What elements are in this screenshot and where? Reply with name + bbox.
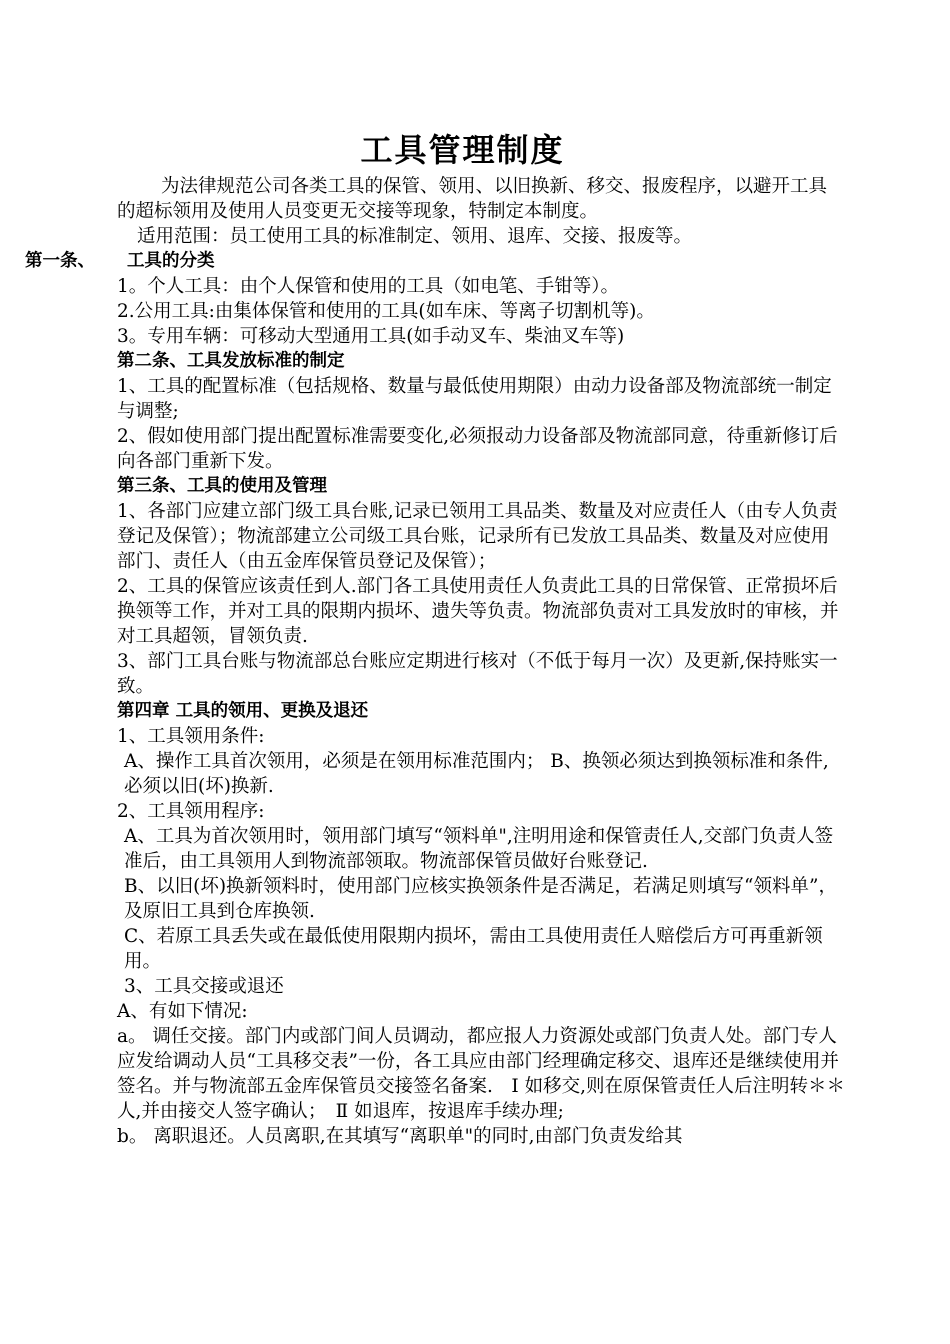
article-2-item-1: 1、工具的配置标准（包括规格、数量与最低使用期限）由动力设备部及物流部统一制定与调整;: [117, 376, 832, 422]
document-title: 工具管理制度: [360, 131, 565, 169]
chapter-4-section-2-b: B、以旧(坏)换新领料时，使用部门应核实换领条件是否满足，若满足则填写“领料单”，及原旧工具到仓库换领.: [124, 876, 837, 922]
chapter-4-heading: 第四章 工具的领用、更换及退还: [117, 701, 369, 721]
article-1-item-2: 2.公用工具:由集体保管和使用的工具(如车床、等离子切割机等)。: [117, 301, 655, 322]
chapter-4-section-3-a: A、有如下情况:: [117, 1001, 248, 1022]
chapter-4-section-3: 3、工具交接或退还: [124, 976, 284, 997]
chapter-4-section-3-a-b: b。 离职退还。人员离职,在其填写“离职单"的同时,由部门负责发给其: [117, 1126, 683, 1147]
article-3-item-1: 1、各部门应建立部门级工具台账,记录已领用工具品类、数量及对应责任人（由专人负责登记及保管）；物流部建立公司级工具台账，记录所有已发放工具品类、数量及对应使用部门、责任人（由五金库保管员登记及保管）；: [117, 501, 838, 572]
chapter-4-section-2-c: C、若原工具丢失或在最低使用限期内损坏，需由工具使用责任人赔偿后方可再重新领用。: [124, 926, 823, 972]
article-3-heading: 第三条、工具的使用及管理: [117, 476, 327, 496]
article-2-heading: 第二条、工具发放标准的制定: [117, 351, 345, 371]
article-3-item-3: 3、部门工具台账与物流部总台账应定期进行核对（不低于每月一次）及更新,保持账实一致。: [117, 651, 838, 697]
document-body: [25, 174, 845, 1149]
article-1-item-3: 3。专用车辆：可移动大型通用工具(如手动叉车、柴油叉车等): [117, 326, 625, 347]
article-1-heading: [25, 249, 845, 274]
intro-paragraph: 为法律规范公司各类工具的保管、领用、以旧换新、移交、报废程序，以避开工具的超标领用及使用人员变更无交接等现象，特制定本制度。: [117, 176, 828, 222]
article-1-label: 第一条、: [25, 251, 95, 271]
chapter-4-section-2-a: A、工具为首次领用时，领用部门填写“领料单",注明用途和保管责任人,交部门负责人签准后，由工具领用人到物流部领取。物流部保管员做好台账登记.: [124, 826, 834, 872]
article-1-title: 工具的分类: [127, 251, 215, 271]
article-2-item-2: 2、假如使用部门提出配置标准需要变化,必须报动力设备部及物流部同意，待重新修订后向各部门重新下发。: [117, 426, 838, 472]
chapter-4-section-1-text: A、操作工具首次领用，必须是在领用标准范围内； B、换领必须达到换领标准和条件,必须以旧(坏)换新.: [124, 751, 829, 797]
article-3-item-2: 2、工具的保管应该责任到人.部门各工具使用责任人负责此工具的日常保管、正常损坏后换领等工作，并对工具的限期内损坏、遗失等负责。物流部负责对工具发放时的审核，并对工具超领，冒领负责.: [117, 576, 839, 647]
chapter-4-section-2: 2、工具领用程序:: [117, 801, 265, 822]
article-1-item-1: 1。个人工具：由个人保管和使用的工具（如电笔、手钳等）。: [117, 276, 620, 297]
chapter-4-section-1: 1、工具领用条件:: [117, 726, 265, 747]
scope-paragraph: 适用范围：员工使用工具的标准制定、领用、退库、交接、报废等。: [137, 226, 693, 247]
chapter-4-section-3-a-a: a。 调任交接。部门内或部门间人员调动，都应报人力资源处或部门负责人处。部门专人应发给调动人员“工具移交表”一份，各工具应由部门经理确定移交、退库还是继续使用并签名。并与物流部五金库保管员交接签名备案. Ⅰ 如移交,则在原保管责任人后注明转＊＊人,并由接交人签字确认； Ⅱ 如退库，按退库手续办理;: [117, 1026, 845, 1122]
